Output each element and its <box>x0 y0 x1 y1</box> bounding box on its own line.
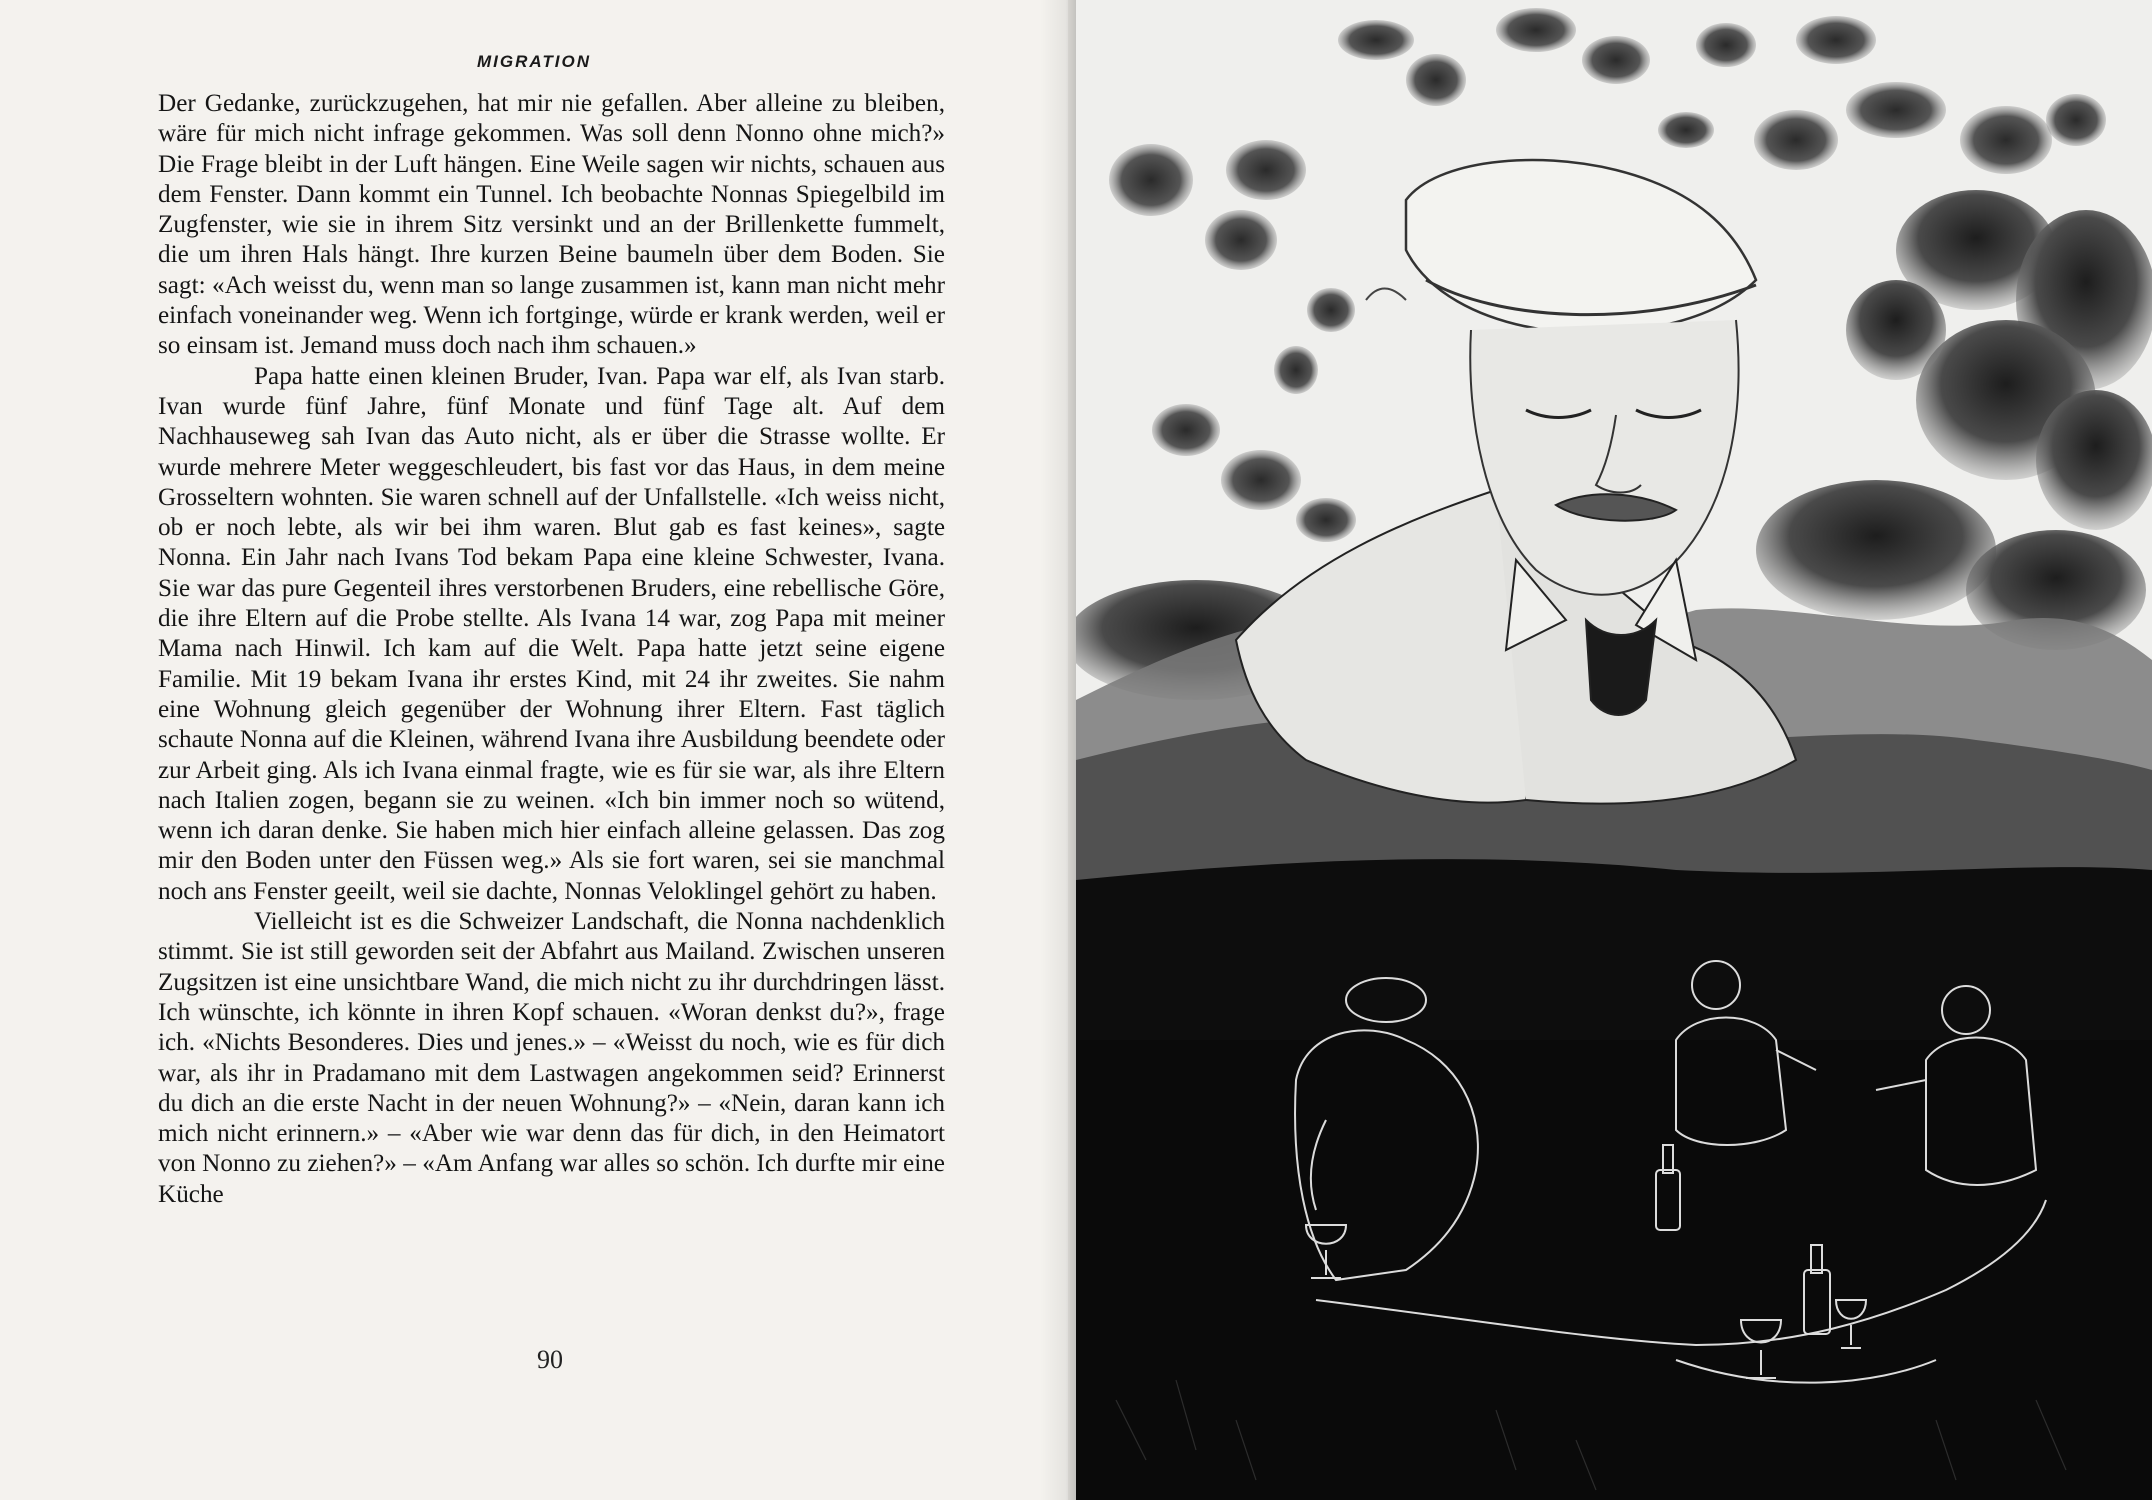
paragraph-1: Der Gedanke, zurückzugehen, hat mir nie gefallen. Aber alleine zu bleiben, wäre für mich nicht infrage gekommen. Was soll denn Nonno ohne mich?» Die Frage bleibt in der Luft hängen. Eine Weile sagen wir nichts, schauen aus dem Fenster. Dann kommt ein Tunnel. Ich beobachte Nonnas Spiegelbild im Zugfenster, wie sie in ihrem Sitz versinkt und an der Brillenkette fummelt, die um ihren Hals hängt. Ihre kurzen Beine baumeln über dem Boden. Sie sagt: «Ach weisst du, wenn man so lange zusammen ist, kann man nicht mehr einfach voneinander weg. Wenn ich fortginge, würde er krank werden, weil er so einsam ist. Jemand muss doch nach ihm schauen.» <box>158 90 945 360</box>
running-head: MIGRATION <box>476 52 591 71</box>
left-page <box>0 0 1068 1500</box>
paragraph-2: Papa hatte einen kleinen Bruder, Ivan. Papa war elf, als Ivan starb. Ivan wurde fünf Jahre, fünf Monate und fünf Tage alt. Auf dem Nachhauseweg sah Ivan das Auto nicht, als er über die Strasse wollte. Er wurde mehrere Meter weggeschleudert, bis fast vor das Haus, in dem meine Grosseltern wohnten. Sie waren schnell auf der Unfallstelle. «Ich weiss nicht, ob er noch lebte, als wir bei ihm waren. Blut gab es fast keines», sagte Nonna. Ein Jahr nach Ivans Tod bekam Papa eine kleine Schwester, Ivana. Sie war das pure Gegenteil ihres verstorbenen Bruders, eine rebellische Göre, die ihre Eltern auf die Probe stellte. Als Ivana 14 war, zog Papa mit meiner Mama nach Hinwil. Ich kam auf die Welt. Papa hatte jetzt seine eigene Familie. Mit 19 bekam Ivana ihr erstes Kind, mit 24 ihr zweites. Sie nahm eine Wohnung gleich gegenüber der Wohnung ihrer Eltern. Fast täglich schaute Nonna auf die Kleinen, während Ivana ihre Ausbildung beendete oder zur Arbeit ging. Als ich Ivana einmal fragte, wie es für sie war, als ihre Eltern nach Italien zogen, begann sie zu weinen. «Ich bin immer noch so wütend, wenn ich daran denke. Sie haben mich hier einfach alleine gelassen. Das zog mir den Boden unter den Füssen weg.» Als sie fort waren, sei sie manchmal noch ans Fenster geeilt, weil sie dachte, Nonnas Veloklingel gehört zu haben. <box>158 362 945 905</box>
body-text <box>158 89 945 1210</box>
right-page <box>1076 0 2152 1500</box>
paragraph-3: Vielleicht ist es die Schweizer Landschaft, die Nonna nachdenklich stimmt. Sie ist still geworden seit der Abfahrt aus Mailand. Zwischen unseren Zugsitzen ist eine unsichtbare Wand, die mich nicht zu ihr durchdringen lässt. Ich wünschte, ich könnte in ihren Kopf schauen. «Woran denkst du?», frage ich. «Nichts Besonderes. Dies und jenes.» – «Weisst du noch, wie es für dich war, als ihr in Pradamano mit dem Lastwagen angekommen seid? Erinnerst du dich an die erste Nacht in der neuen Wohnung?» – «Nein, daran kann ich mich nicht erinnern.» – «Aber wie war denn das für dich, in den Heimatort von Nonno zu ziehen?» – «Am Anfang war alles so schön. Ich durfte mir eine Küche <box>158 908 945 1208</box>
book-gutter <box>1040 0 1076 1500</box>
ink-illustration <box>1076 0 2152 1500</box>
page-number: 90 <box>537 1345 563 1374</box>
